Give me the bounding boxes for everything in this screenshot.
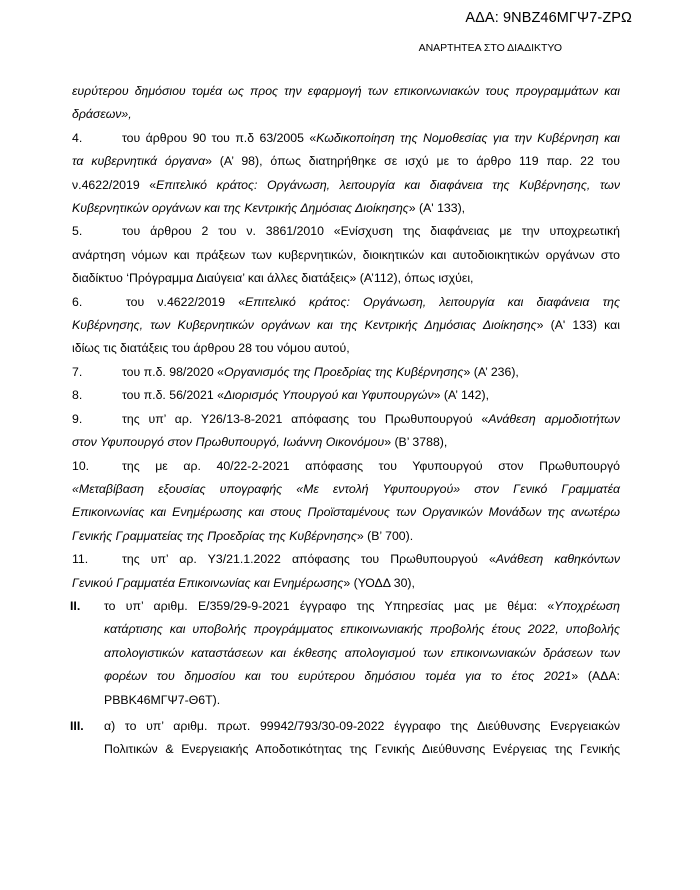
list-item-5: 5. του άρθρου 2 του ν. 3861/2010 «Ενίσχυση της διαφάνειας με την υποχρεωτική ανάρτηση νόμων και πράξεων των κυβερνητικών, διοικητικών και αυτοδιοικητικών οργάνων στο διαδίκτυο ‘Πρόγραμμα Διαύγεια’ και άλλες διατάξεις» (Α’112), όπως ισχύει,	[72, 220, 620, 290]
section-number: III.	[70, 718, 84, 733]
item-number: 9.	[72, 411, 83, 426]
item-number: 5.	[72, 224, 83, 239]
document-body	[72, 80, 620, 762]
list-item-7: 7. του π.δ. 98/2020 «Οργανισμός της Προεδρίας της Κυβέρνησης» (Α’ 236),	[72, 361, 620, 384]
list-item-10: 10. της με αρ. 40/22-2-2021 απόφασης του Υφυπουργού στον Πρωθυπουργό «Μεταβίβαση εξουσίας υπογραφής «Με εντολή Υφυπουργού» στον Γενικό Γραμματέα Επικοινωνίας και Ενημέρωσης και στους Προϊσταμένους των Οργανικών Μονάδων της ανωτέρω Γενικής Γραμματείας της Προεδρίας της Κυβέρνησης» (Β’ 700).	[72, 455, 620, 549]
item-number: 11.	[72, 552, 89, 567]
list-item-4: 4. του άρθρου 90 του π.δ 63/2005 «Κωδικοποίηση της Νομοθεσίας για την Κυβέρνηση και τα κυβερνητικά όργανα» (Α’ 98), όπως διατηρήθηκε σε ισχύ με το άρθρο 119 παρ. 22 του ν.4622/2019 «Επιτελικό κράτος: Οργάνωση, λειτουργία και διαφάνεια της Κυβέρνησης, των Κυβερνητικών οργάνων και της Κεντρικής Δημόσιας Διοίκησης» (Α' 133),	[72, 127, 620, 221]
ada-code: ΑΔΑ: 9ΝΒΖ46ΜΓΨ7-ΖΡΩ	[465, 10, 632, 26]
section-number: II.	[70, 598, 81, 613]
continuation-line: ευρύτερου δημόσιου τομέα ως προς την εφαρμογή των επικοινωνιακών τους προγραμμάτων και	[72, 84, 620, 98]
section-iii: III. α) το υπ’ αριθμ. πρωτ. 99942/793/30-09-2022 έγγραφο της Διεύθυνσης Ενεργειακών Πολιτικών & Ενεργειακής Αποδοτικότητας της Γενικής Διεύθυνσης Ενέργειας της Γενικής	[72, 715, 620, 762]
list-item-6: 6. του ν.4622/2019 «Επιτελικό κράτος: Οργάνωση, λειτουργία και διαφάνεια της Κυβέρνησης, των Κυβερνητικών οργάνων και της Κεντρικής Δημόσιας Διοίκησης» (Α' 133) και ιδίως τις διατάξεις του άρθρου 28 του νόμου αυτού,	[72, 291, 620, 361]
continuation-line: δράσεων»,	[72, 107, 132, 122]
section-ii: II. το υπ’ αριθμ. Ε/359/29-9-2021 έγγραφο της Υπηρεσίας μας με θέμα: «Υποχρέωση κατάρτισης και υποβολής προγράμματος επικοινωνιακής προβολής έτους 2022, υποβολής απολογιστικών καταστάσεων και έκθεσης απολογισμού των επικοινωνιακών δράσεων των φορέων του δημοσίου και του ευρύτερου δημόσιου τομέα για το έτος 2021» (ΑΔΑ: ΡΒΒΚ46ΜΓΨ7-Θ6Τ).	[72, 595, 620, 712]
continuation-paragraph	[72, 80, 620, 127]
list-item-11: 11. της υπ’ αρ. Υ3/21.1.2022 απόφασης του Πρωθυπουργού «Ανάθεση καθηκόντων Γενικού Γραμματέα Επικοινωνίας και Ενημέρωσης» (ΥΟΔΔ 30),	[72, 548, 620, 595]
publish-notice: ΑΝΑΡΤΗΤΕΑ ΣΤΟ ΔΙΑΔΙΚΤΥΟ	[418, 42, 562, 54]
item-number: 6.	[72, 294, 83, 309]
item-number: 7.	[72, 364, 83, 379]
item-number: 4.	[72, 130, 83, 145]
list-item-9: 9. της υπ’ αρ. Υ26/13-8-2021 απόφασης του Πρωθυπουργού «Ανάθεση αρμοδιοτήτων στον Υφυπουργό στον Πρωθυπουργό, Ιωάννη Οικονόμου» (Β’ 3788),	[72, 408, 620, 455]
list-item-8: 8. του π.δ. 56/2021 «Διορισμός Υπουργού και Υφυπουργών» (Α’ 142),	[72, 384, 620, 407]
item-number: 8.	[72, 388, 83, 403]
item-number: 10.	[72, 458, 90, 473]
